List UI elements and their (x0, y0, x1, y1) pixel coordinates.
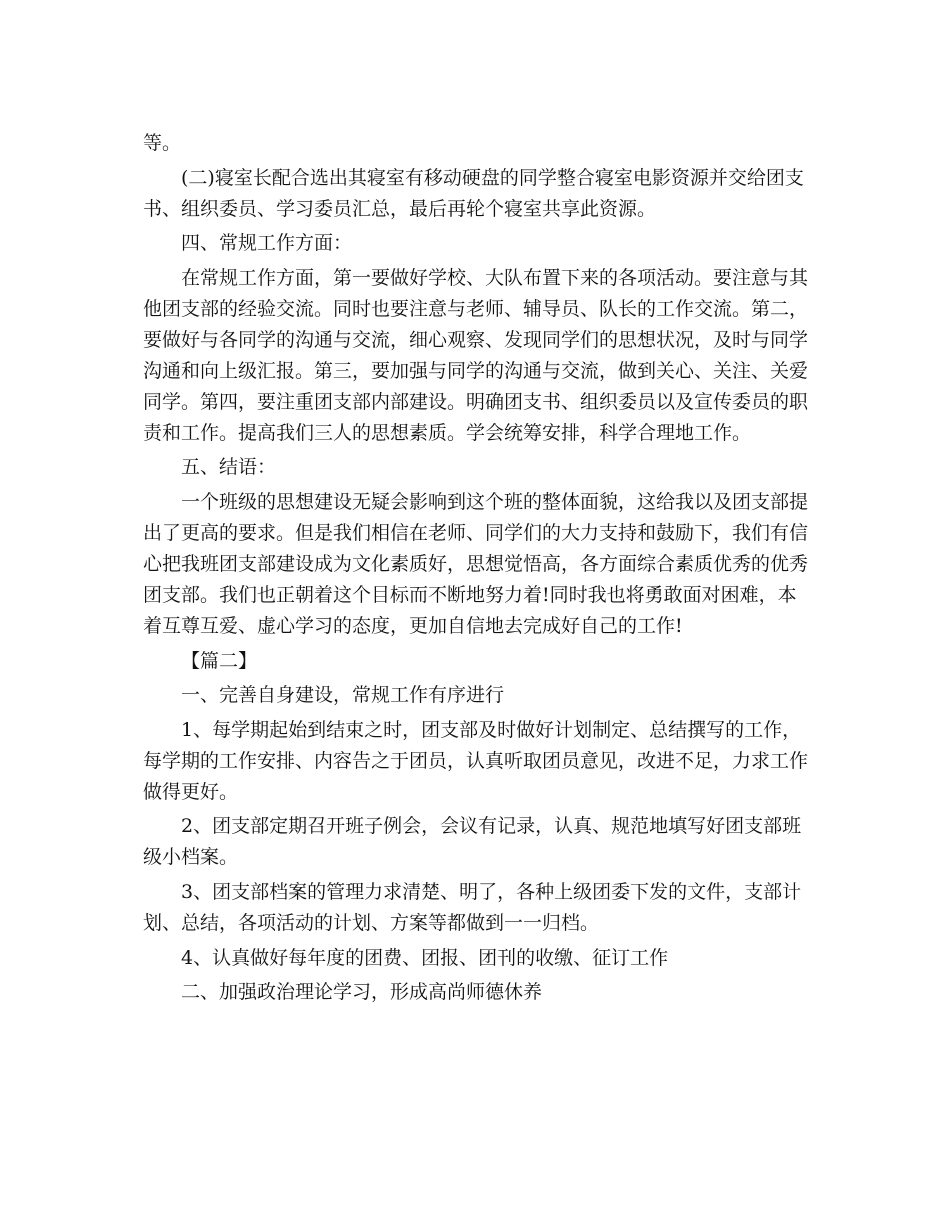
document-body (143, 128, 808, 1012)
section-heading-routine-work: 四、常规工作方面： (181, 232, 353, 255)
list-item-4: 4、认真做好每年度的团费、团报、团刊的收缴、征订工作 (181, 946, 669, 969)
list-item-3: 3、团支部档案的管理力求清楚、明了，各种上级团委下发的文件，支部计划、总结，各项活动的计划、方案等都做到一一归档。 (143, 880, 802, 934)
section-heading-self-building: 一、完善自身建设，常规工作有序进行 (181, 684, 505, 707)
section-heading-conclusion: 五、结语： (181, 456, 277, 479)
list-item-2: 2、团支部定期召开班子例会，会议有记录，认真、规范地填写好团支部班级小档案。 (143, 815, 802, 869)
paragraph-dorm-resources: (二)寝室长配合选出其寝室有移动硬盘的同学整合寝室电影资源并交给团支书、组织委员、学习委员汇总，最后再轮个寝室共享此资源。 (143, 166, 804, 220)
paragraph-routine-work: 在常规工作方面，第一要做好学校、大队布置下来的各项活动。要注意与其他团支部的经验交流。同时也要注意与老师、辅导员、队长的工作交流。第二，要做好与各同学的沟通与交流，细心观察、发现同学们的思想状况，及时与同学沟通和向上级汇报。第三，要加强与同学的沟通与交流，做到关心、关注、关爱同学。第四，要注重团支部内部建设。明确团支书、组织委员以及宣传委员的职责和工作。提高我们三人的思想素质。学会统筹安排，科学合理地工作。 (143, 266, 809, 444)
section-heading-political-study: 二、加强政治理论学习，形成高尚师德休养 (181, 981, 543, 1004)
chapter-heading-part-two: 【篇二】 (181, 649, 258, 672)
paragraph-conclusion: 一个班级的思想建设无疑会影响到这个班的整体面貌，这给我以及团支部提出了更高的要求。但是我们相信在老师、同学们的大力支持和鼓励下，我们有信心把我班团支部建设成为文化素质好，思想觉悟高，各方面综合素质优秀的优秀团支部。我们也正朝着这个目标而不断地努力着!同时我也将勇敢面对困难，本着互尊互爱、虚心学习的态度，更加自信地去完成好自己的工作! (143, 490, 809, 637)
paragraph-continuation: 等。 (143, 132, 182, 154)
list-item-1: 1、每学期起始到结束之时，团支部及时做好计划制定、总结撰写的工作，每学期的工作安排、内容告之于团员，认真听取团员意见，改进不足，力求工作做得更好。 (143, 718, 809, 803)
